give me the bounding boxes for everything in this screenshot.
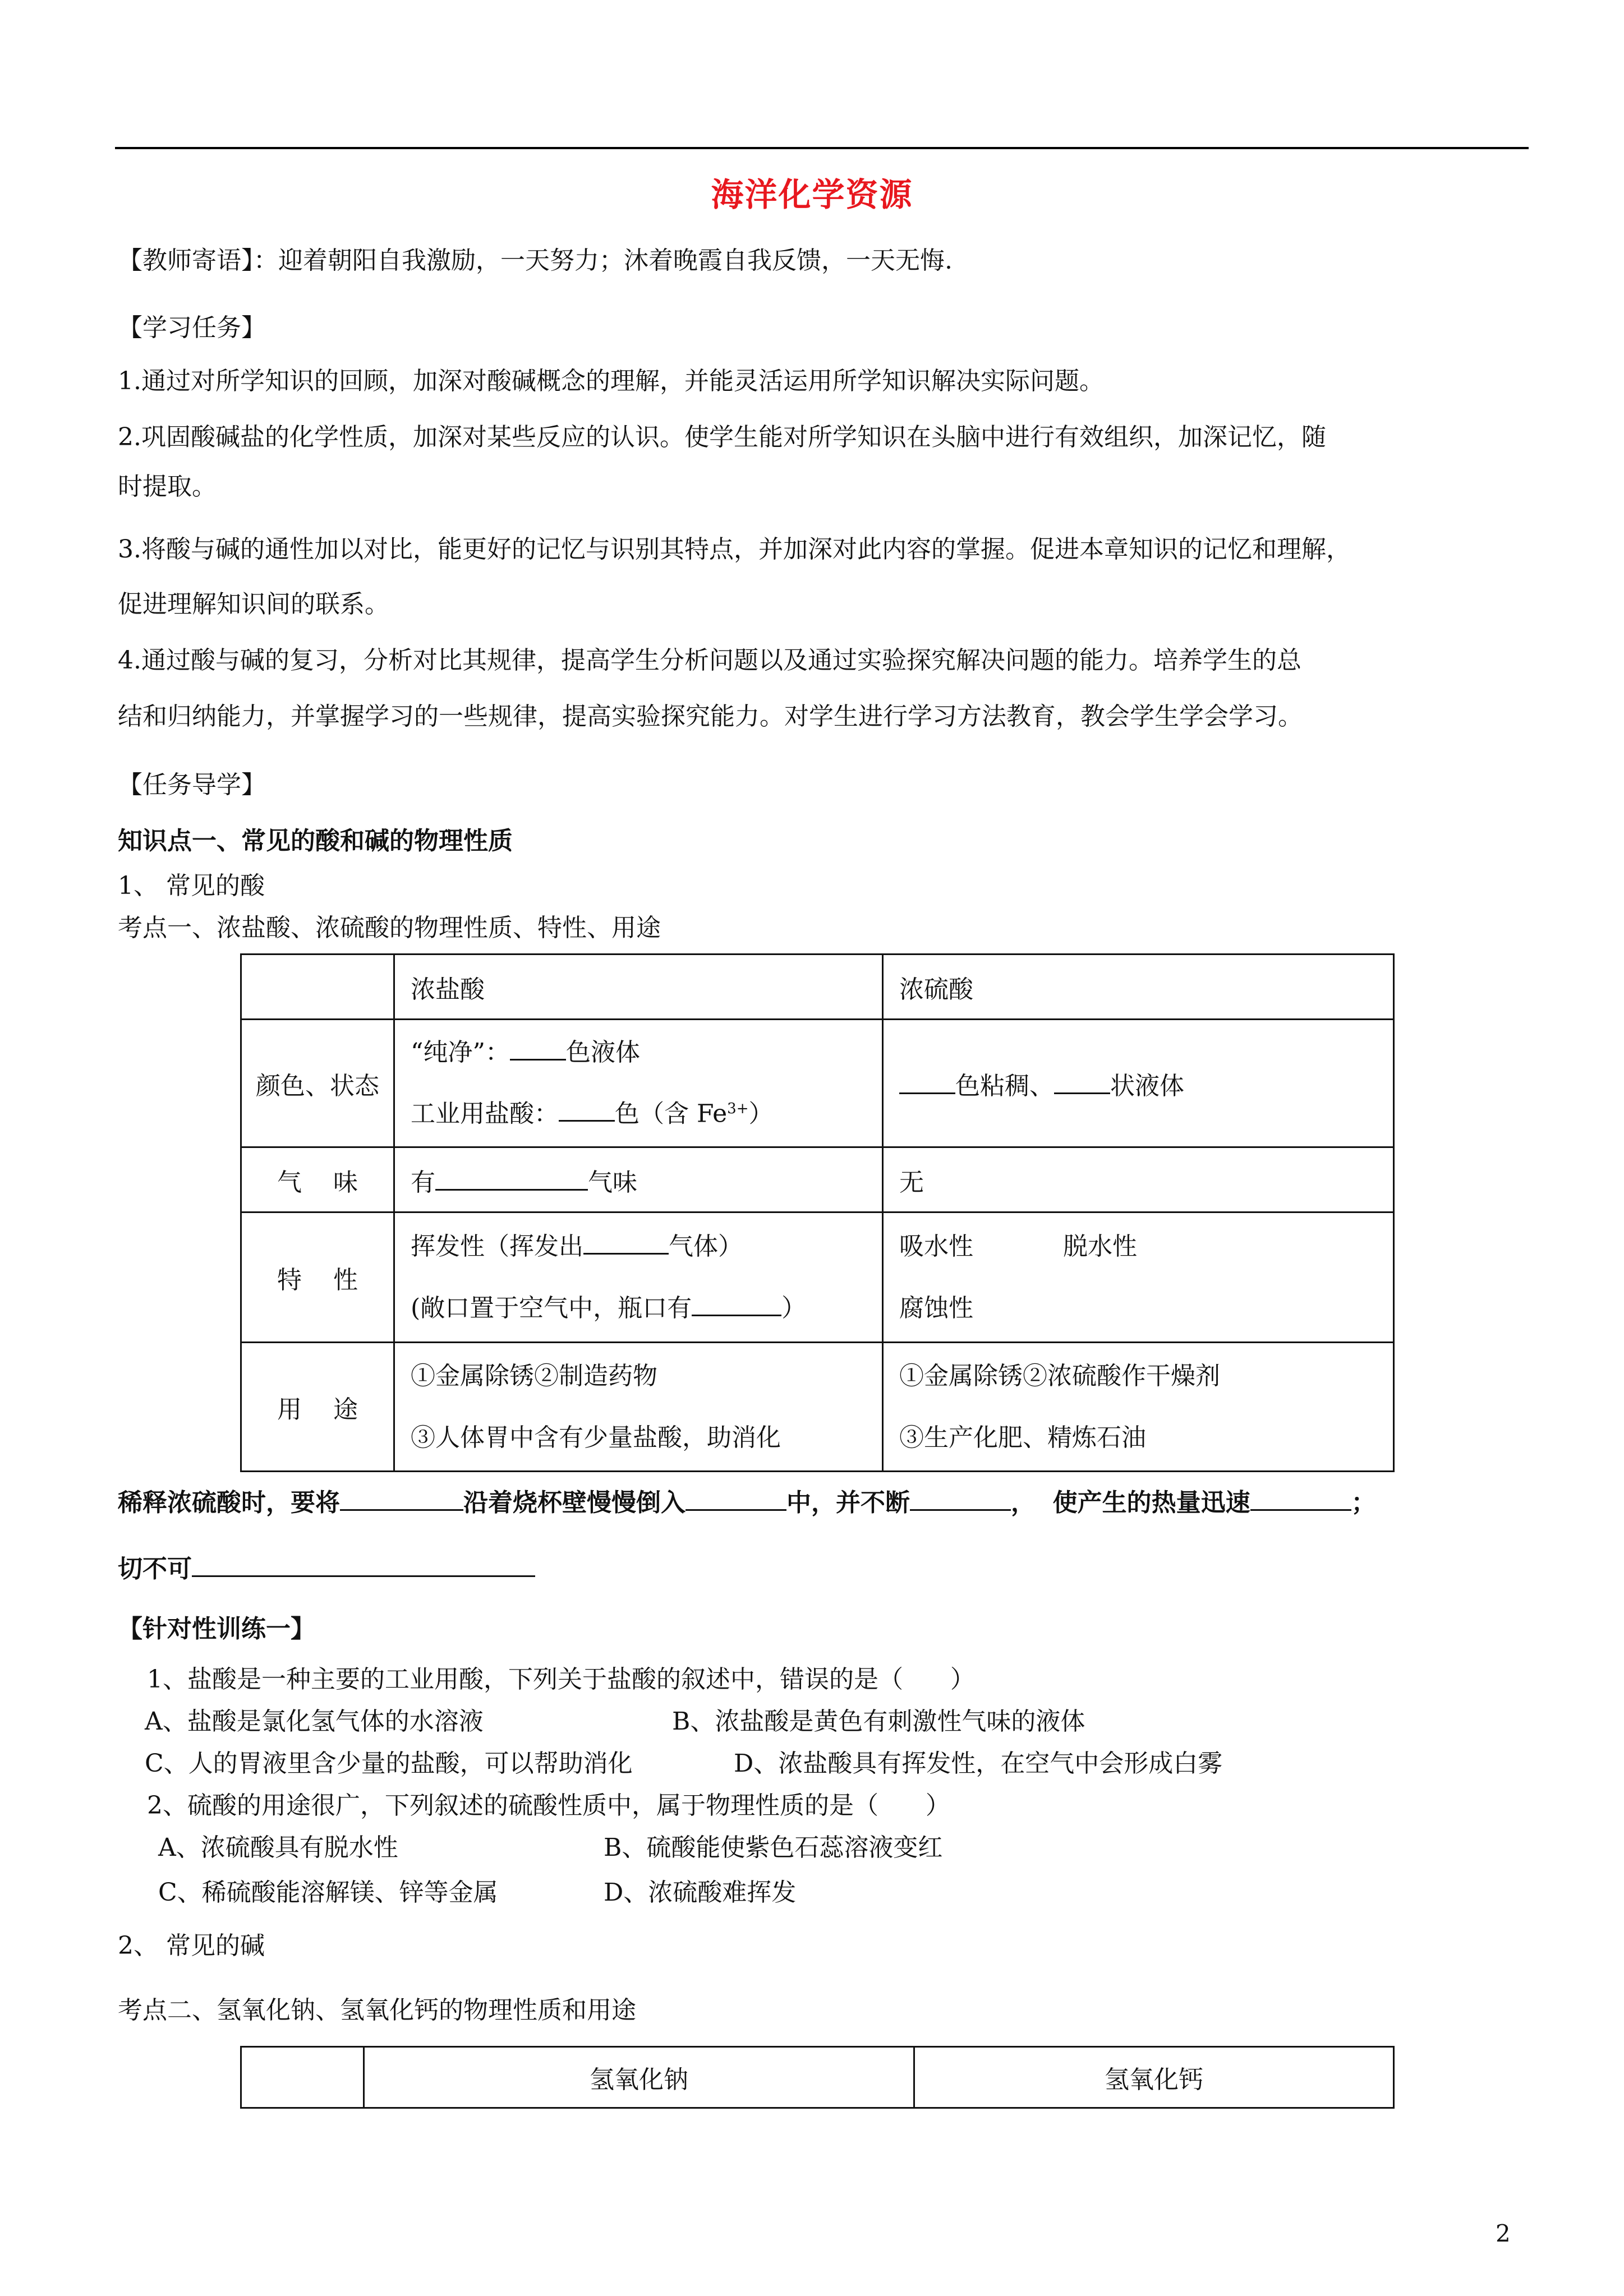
dilution-text-3: 中，并不断 — [786, 1488, 910, 1517]
column-header-caoh2: 氢氧化钙 — [914, 2047, 1394, 2108]
answer-blank — [1054, 1070, 1110, 1094]
guide-heading: 【任务导学】 — [118, 771, 266, 799]
task-item-4: 4.通过酸与碱的复习，分析对比其规律，提高学生分析问题以及通过实验探究解决问题的能力。培养学生的总 — [118, 646, 1301, 675]
hcl-characteristic-cell — [394, 1212, 883, 1343]
task-item-2-cont: 时提取。 — [118, 472, 217, 501]
q1-option-d: D、浓盐酸具有挥发性，在空气中会形成白雾 — [734, 1749, 1223, 1778]
knowledge-point-1: 知识点一、常见的酸和碱的物理性质 — [118, 827, 513, 855]
table-row — [241, 1020, 1394, 1147]
hcl-use-line-2: ③人体胃中含有少量盐酸，助消化 — [411, 1423, 781, 1452]
document-title: 海洋化学资源 — [711, 176, 913, 214]
learning-tasks-heading: 【学习任务】 — [118, 313, 266, 342]
column-header-naoh: 氢氧化钠 — [364, 2047, 914, 2108]
question-1: 1、盐酸是一种主要的工业用酸，下列关于盐酸的叙述中，错误的是（ ） — [147, 1665, 975, 1694]
h2so4-hygroscopic: 吸水性 — [899, 1232, 973, 1261]
column-header-hcl: 浓盐酸 — [394, 955, 883, 1020]
hcl-open-air-line — [411, 1278, 866, 1339]
dilution-warning-text: 切不可 — [118, 1555, 192, 1583]
task-item-3: 3.将酸与碱的通性加以对比，能更好的记忆与识别其特点，并加深对此内容的掌握。促进本章知识的记忆和理解， — [118, 535, 1351, 564]
task-item-2: 2.巩固酸碱盐的化学性质，加深对某些反应的认识。使学生能对所学知识在头脑中进行有效组织，加深记忆，随 — [118, 423, 1326, 451]
h2so4-dehydrating: 脱水性 — [1063, 1232, 1137, 1261]
dilution-text-5: ； — [1351, 1488, 1376, 1517]
exam-point-1: 考点一、浓盐酸、浓硫酸的物理性质、特性、用途 — [118, 914, 661, 942]
hcl-volatility-line — [411, 1216, 866, 1278]
answer-blank — [340, 1487, 463, 1511]
answer-blank — [910, 1487, 1011, 1511]
hcl-volatility-suffix: 气体） — [669, 1232, 743, 1261]
q1-option-c: C、人的胃液里含少量的盐酸，可以帮助消化 — [145, 1749, 633, 1778]
h2so4-color-mid: 色粘稠、 — [955, 1071, 1054, 1100]
h2so4-color-cell — [883, 1020, 1394, 1147]
dilution-instruction — [118, 1486, 1376, 1520]
teacher-message: 【教师寄语】：迎着朝阳自我激励，一天努力；沐着晚霞自我反馈，一天无悔. — [118, 246, 953, 275]
hcl-industrial-end: ） — [748, 1099, 774, 1128]
row-label-characteristic: 特 性 — [241, 1212, 394, 1343]
row-label-use: 用 途 — [241, 1343, 394, 1472]
hcl-pure-suffix: 色液体 — [566, 1038, 640, 1067]
hcl-industrial-line — [411, 1081, 866, 1142]
row-label-smell: 气 味 — [241, 1147, 394, 1212]
hcl-use-cell — [394, 1343, 883, 1472]
question-2: 2、硫酸的用途很广，下列叙述的硫酸性质中，属于物理性质的是（ ） — [147, 1791, 950, 1820]
h2so4-smell-cell: 无 — [883, 1147, 1394, 1212]
q1-option-a: A、盐酸是氯化氢气体的水溶液 — [145, 1707, 484, 1736]
h2so4-use-cell — [883, 1343, 1394, 1472]
answer-blank — [583, 1230, 669, 1255]
training-heading: 【针对性训练一】 — [118, 1615, 315, 1643]
page-number: 2 — [1496, 2220, 1511, 2247]
task-item-4-cont: 结和归纳能力，并掌握学习的一些规律，提高实验探究能力。对学生进行学习方法教育，教会学生学会学习。 — [118, 702, 1303, 731]
q2-option-c: C、稀硫酸能溶解镁、锌等金属 — [158, 1878, 498, 1907]
hcl-volatility-prefix: 挥发性（挥发出 — [411, 1232, 583, 1261]
header-rule — [115, 147, 1529, 149]
dilution-text-2: 沿着烧杯壁慢慢倒入 — [463, 1488, 686, 1517]
row-label-color: 颜色、状态 — [241, 1020, 394, 1147]
acid-properties-table — [240, 953, 1395, 1472]
table-corner-cell — [241, 2047, 364, 2108]
table-row — [241, 1212, 1394, 1343]
answer-blank — [1250, 1487, 1351, 1511]
hcl-smell-suffix: 气味 — [588, 1168, 637, 1197]
answer-blank — [686, 1487, 786, 1511]
h2so4-state-suffix: 状液体 — [1110, 1071, 1184, 1100]
dilution-text-4: ， 使产生的热量迅速 — [1011, 1488, 1250, 1517]
subsection-bases: 2、 常见的碱 — [118, 1931, 265, 1960]
h2so4-characteristic-cell — [883, 1212, 1394, 1343]
task-item-3-cont: 促进理解知识间的联系。 — [118, 590, 389, 619]
column-header-h2so4: 浓硫酸 — [883, 955, 1394, 1020]
hcl-industrial-mid: 色（含 Fe — [615, 1099, 728, 1128]
dilution-warning — [118, 1552, 535, 1586]
table-row — [241, 955, 1394, 1020]
table-row — [241, 1343, 1394, 1472]
hcl-open-air-prefix: (敞口置于空气中，瓶口有 — [411, 1293, 692, 1322]
hcl-color-cell — [394, 1020, 883, 1147]
q2-option-a: A、浓硫酸具有脱水性 — [158, 1833, 398, 1862]
hcl-use-line-1: ①金属除锈②制造药物 — [411, 1361, 657, 1390]
hcl-smell-cell — [394, 1147, 883, 1212]
hcl-pure-line — [411, 1025, 866, 1081]
exam-point-2: 考点二、氢氧化钠、氢氧化钙的物理性质和用途 — [118, 1996, 636, 2025]
h2so4-use-line-2: ③生产化肥、精炼石油 — [899, 1423, 1146, 1452]
answer-blank — [692, 1292, 781, 1316]
subsection-acids: 1、 常见的酸 — [118, 872, 265, 900]
table-corner-cell — [241, 955, 394, 1020]
hcl-smell-prefix: 有 — [411, 1168, 435, 1197]
table-row — [241, 2047, 1394, 2108]
q2-option-d: D、浓硫酸难挥发 — [604, 1878, 797, 1907]
q2-option-b: B、硫酸能使紫色石蕊溶液变红 — [604, 1833, 943, 1862]
hcl-industrial-label: 工业用盐酸： — [411, 1099, 559, 1128]
dilution-text-1: 稀释浓硫酸时，要将 — [118, 1488, 340, 1517]
answer-blank — [559, 1098, 615, 1122]
h2so4-char-line-1 — [899, 1216, 1377, 1278]
answer-blank — [435, 1167, 588, 1191]
answer-blank — [510, 1036, 566, 1061]
base-properties-table — [240, 2046, 1395, 2109]
q1-option-b: B、浓盐酸是黄色有刺激性气味的液体 — [672, 1707, 1085, 1736]
h2so4-use-line-1: ①金属除锈②浓硫酸作干燥剂 — [899, 1361, 1220, 1390]
hcl-open-air-suffix: ） — [781, 1293, 807, 1322]
hcl-pure-label: “纯净”： — [411, 1038, 510, 1067]
task-item-1: 1.通过对所学知识的回顾，加深对酸碱概念的理解，并能灵活运用所学知识解决实际问题。 — [118, 367, 1104, 395]
fe-charge-superscript: 3+ — [727, 1100, 749, 1117]
table-row — [241, 1147, 1394, 1212]
answer-blank — [192, 1553, 535, 1577]
answer-blank — [899, 1070, 955, 1094]
h2so4-corrosive: 腐蚀性 — [899, 1293, 973, 1322]
